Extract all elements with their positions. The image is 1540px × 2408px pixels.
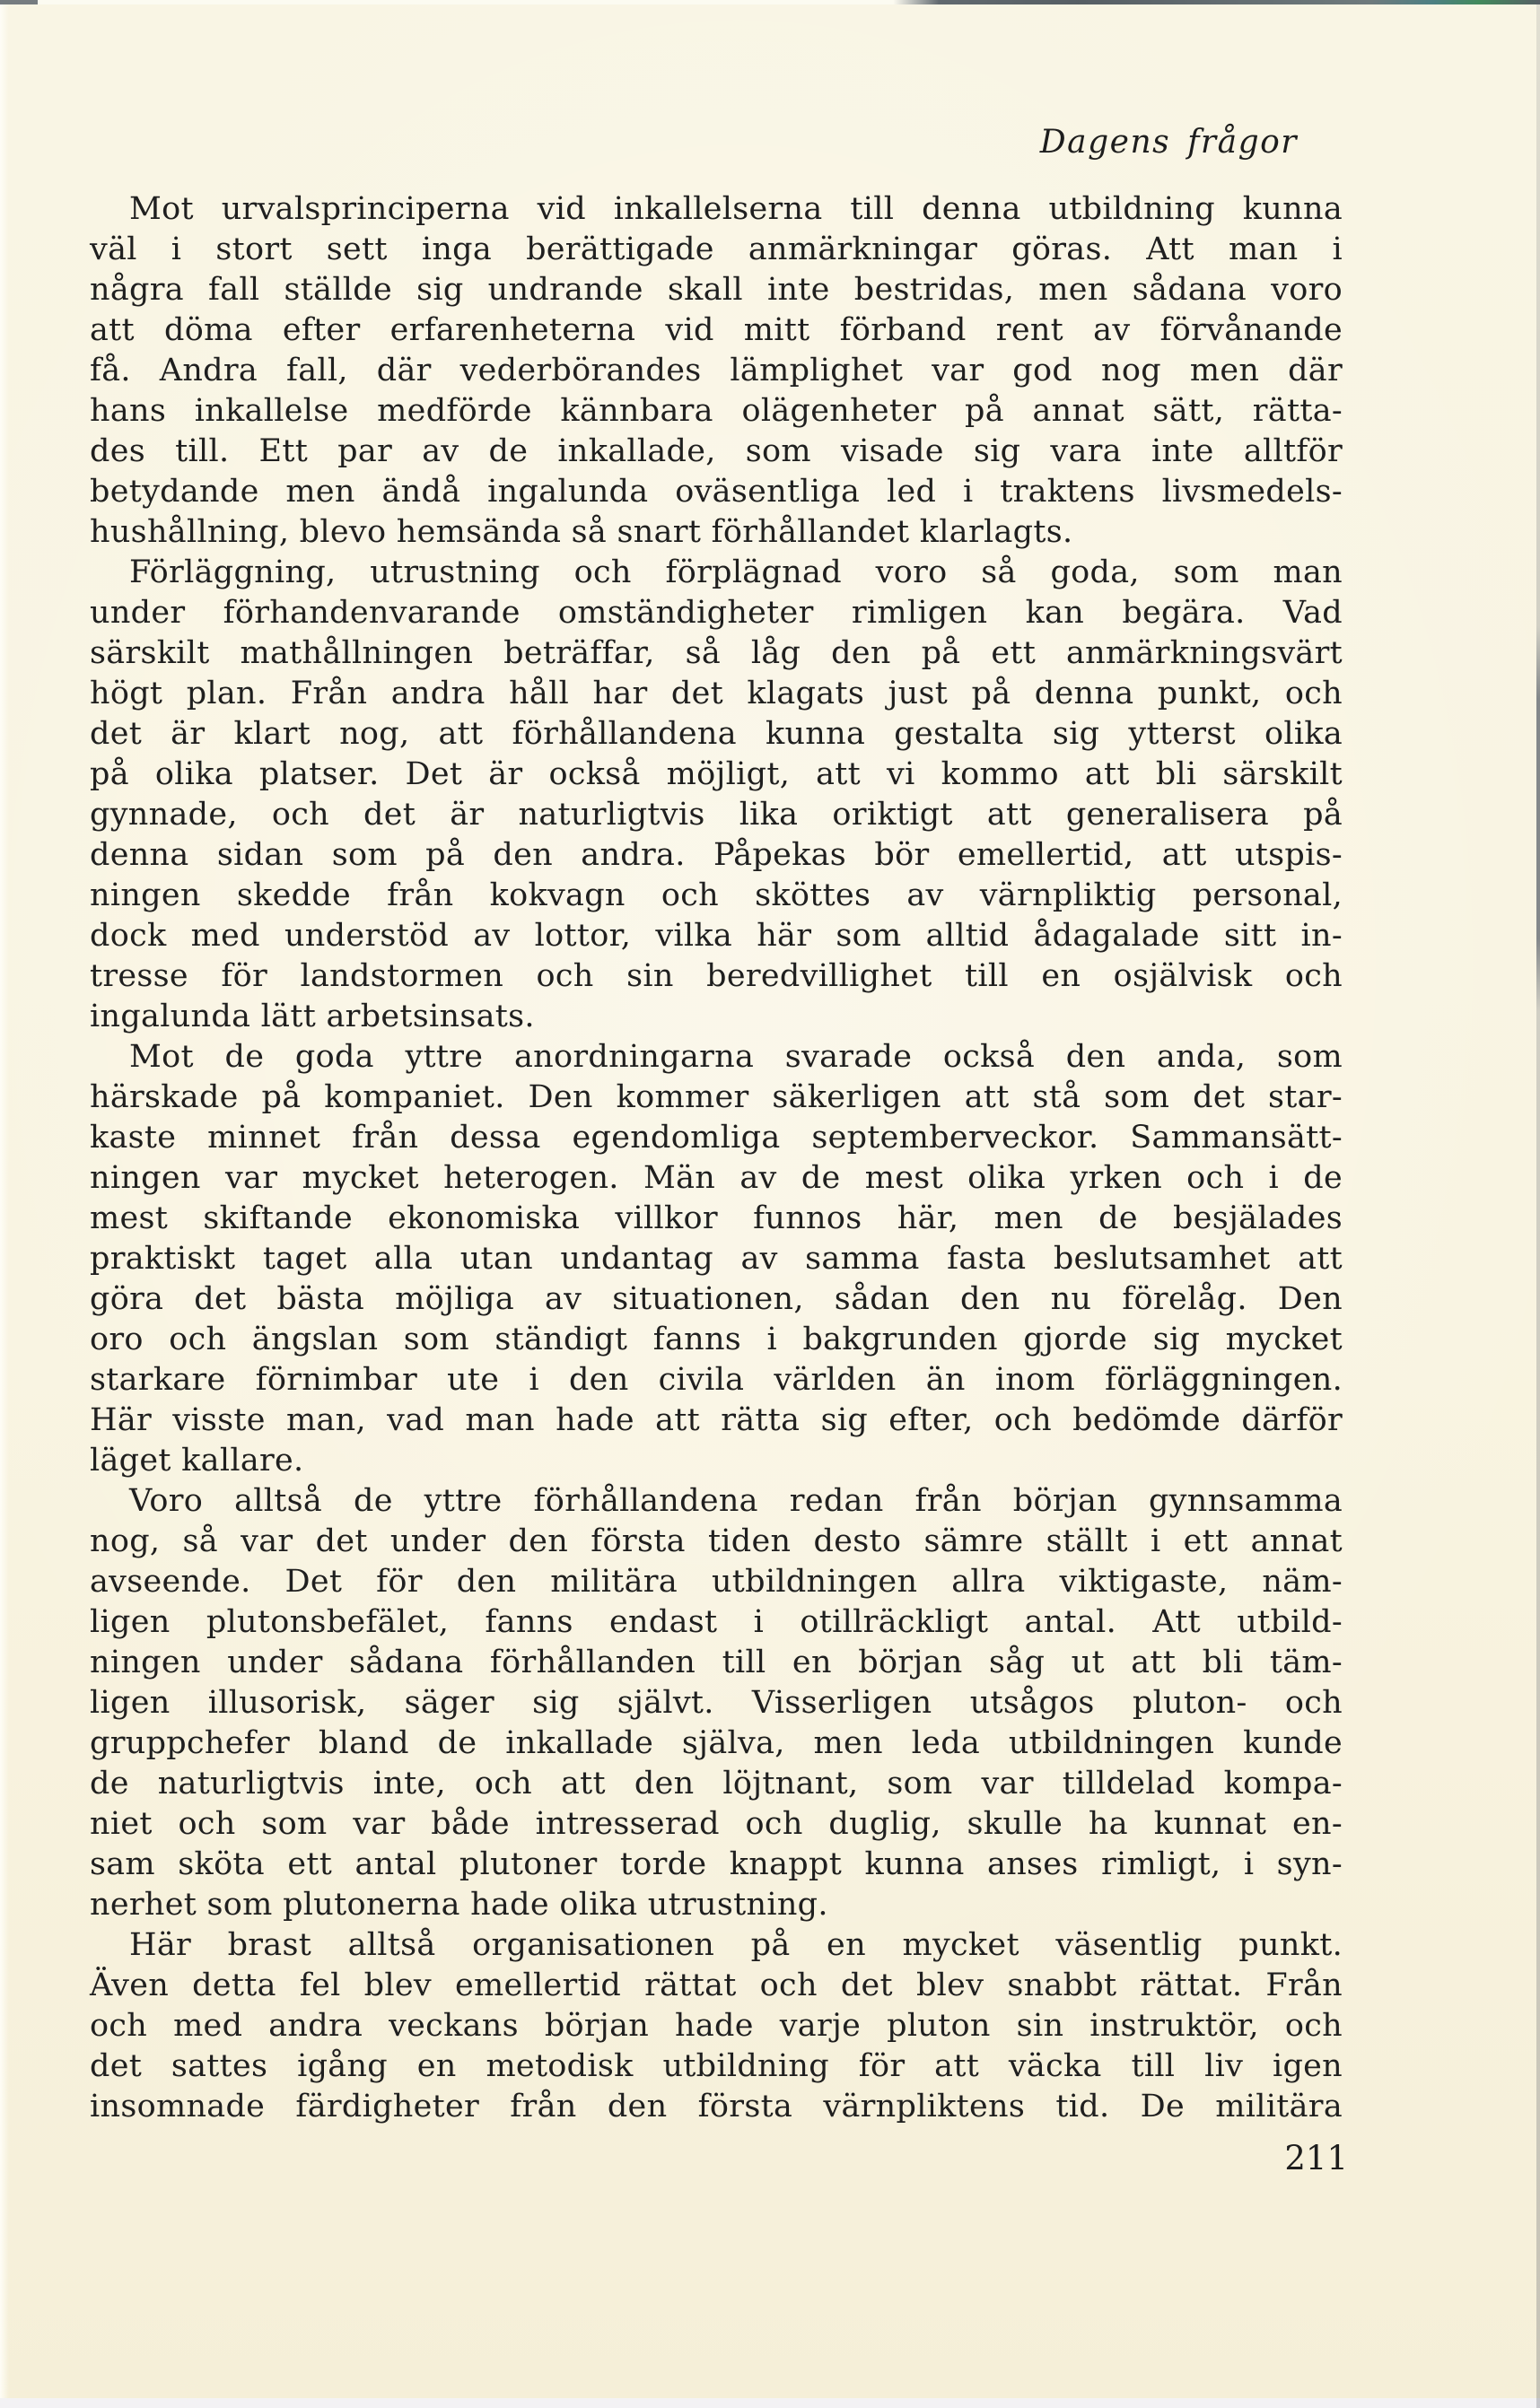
text-line: nerhet som plutonerna hade olika utrustning. — [90, 1887, 828, 1923]
text-line: Här brast alltså organisationen på en mycket väsentlig punkt. — [129, 1927, 1343, 1963]
text-line: sam sköta ett antal plutoner torde knappt kunna anses rimligt, i syn- — [90, 1846, 1343, 1882]
text-line: gruppchefer bland de inkallade själva, men leda utbildningen kunde — [90, 1725, 1343, 1761]
text-line: avseende. Det för den militära utbildningen allra viktigaste, näm- — [90, 1564, 1343, 1600]
text-line: praktiskt taget alla utan undantag av samma fasta beslutsamhet att — [90, 1241, 1343, 1277]
text-line: oro och ängslan som ständigt fanns i bakgrunden gjorde sig mycket — [90, 1322, 1343, 1357]
text-line: och med andra veckans början hade varje pluton sin instruktör, och — [90, 2008, 1343, 2044]
text-line: särskilt mathållningen beträffar, så låg den på ett anmärkningsvärt — [90, 635, 1343, 671]
text-line: under förhandenvarande omständigheter rimligen kan begära. Vad — [90, 595, 1343, 631]
text-line: des till. Ett par av de inkallade, som visade sig vara inte alltför — [90, 433, 1343, 469]
text-line: ligen illusorisk, säger sig självt. Visserligen utsågos pluton- och — [90, 1685, 1343, 1721]
text-line: ningen skedde från kokvagn och sköttes av värnpliktig personal, — [90, 877, 1343, 913]
text-line: Även detta fel blev emellertid rättat och det blev snabbt rättat. Från — [90, 1967, 1343, 2003]
scan-edge-top — [0, 0, 1540, 4]
text-line: läget kallare. — [90, 1443, 304, 1479]
text-line: starkare förnimbar ute i den civila världen än inom förläggningen. — [90, 1362, 1343, 1398]
page-number: 211 — [1284, 2139, 1348, 2177]
text-line: denna sidan som på den andra. Påpekas bör emellertid, att utspis- — [90, 837, 1343, 873]
text-line: att döma efter erfarenheterna vid mitt förband rent av förvånande — [90, 312, 1343, 348]
text-line: några fall ställde sig undrande skall inte bestridas, men sådana voro — [90, 272, 1343, 308]
text-line: ningen under sådana förhållanden till en början såg ut att bli täm- — [90, 1645, 1343, 1680]
scan-edge-right — [1536, 0, 1540, 2408]
text-line: ingalunda lätt arbetsinsats. — [90, 999, 535, 1034]
text-line: mest skiftande ekonomiska villkor funnos här, men de besjälades — [90, 1200, 1343, 1236]
text-line: hans inkallelse medförde kännbara olägenheter på annat sätt, rätta- — [90, 393, 1343, 429]
text-line: niet och som var både intresserad och duglig, skulle ha kunnat en- — [90, 1806, 1343, 1842]
text-line: Mot urvalsprinciperna vid inkallelserna till denna utbildning kunna — [129, 191, 1343, 227]
text-line: härskade på kompaniet. Den kommer säkerligen att stå som det star- — [90, 1079, 1343, 1115]
text-line: dock med understöd av lottor, vilka här som alltid ådagalade sitt in- — [90, 918, 1343, 954]
text-line: Förläggning, utrustning och förplägnad voro så goda, som man — [129, 554, 1343, 590]
text-line: Voro alltså de yttre förhållandena redan från början gynnsamma — [129, 1483, 1343, 1519]
running-header: Dagens frågor — [1039, 124, 1298, 161]
text-line: kaste minnet från dessa egendomliga septemberveckor. Sammansätt- — [90, 1120, 1343, 1156]
text-line: det sattes igång en metodisk utbildning för att väcka till liv igen — [90, 2048, 1343, 2084]
text-line: gynnade, och det är naturligtvis lika oriktigt att generalisera på — [90, 797, 1343, 833]
scan-edge-bottom — [0, 2398, 1540, 2408]
text-line: betydande men ändå ingalunda oväsentliga led i traktens livsmedels- — [90, 474, 1343, 510]
text-line: de naturligtvis inte, och att den löjtnant, som var tilldelad kompa- — [90, 1766, 1343, 1802]
text-line: Här visste man, vad man hade att rätta sig efter, och bedömde därför — [90, 1402, 1343, 1438]
text-line: ningen var mycket heterogen. Män av de mest olika yrken och i de — [90, 1160, 1343, 1196]
text-line: tresse för landstormen och sin beredvillighet till en osjälvisk och — [90, 958, 1343, 994]
text-line: nog, så var det under den första tiden desto sämre ställt i ett annat — [90, 1523, 1343, 1559]
scan-edge-top-left-mark — [0, 0, 38, 4]
text-line: Mot de goda yttre anordningarna svarade också den anda, som — [129, 1039, 1343, 1075]
text-line: få. Andra fall, där vederbörandes lämplighet var god nog men där — [90, 353, 1343, 388]
text-line: det är klart nog, att förhållandena kunna gestalta sig ytterst olika — [90, 716, 1343, 752]
text-line: göra det bästa möjliga av situationen, sådan den nu förelåg. Den — [90, 1281, 1343, 1317]
text-line: ligen plutonsbefälet, fanns endast i otillräckligt antal. Att utbild- — [90, 1604, 1343, 1640]
text-line: insomnade färdigheter från den första värnpliktens tid. De militära — [90, 2089, 1343, 2124]
text-line: högt plan. Från andra håll har det klagats just på denna punkt, och — [90, 676, 1343, 711]
page-body-text — [90, 189, 1343, 2127]
text-line: väl i stort sett inga berättigade anmärkningar göras. Att man i — [90, 231, 1343, 267]
scan-edge-left — [0, 0, 9, 2408]
text-line: hushållning, blevo hemsända så snart förhållandet klarlagts. — [90, 514, 1073, 550]
text-line: på olika platser. Det är också möjligt, att vi kommo att bli särskilt — [90, 756, 1343, 792]
